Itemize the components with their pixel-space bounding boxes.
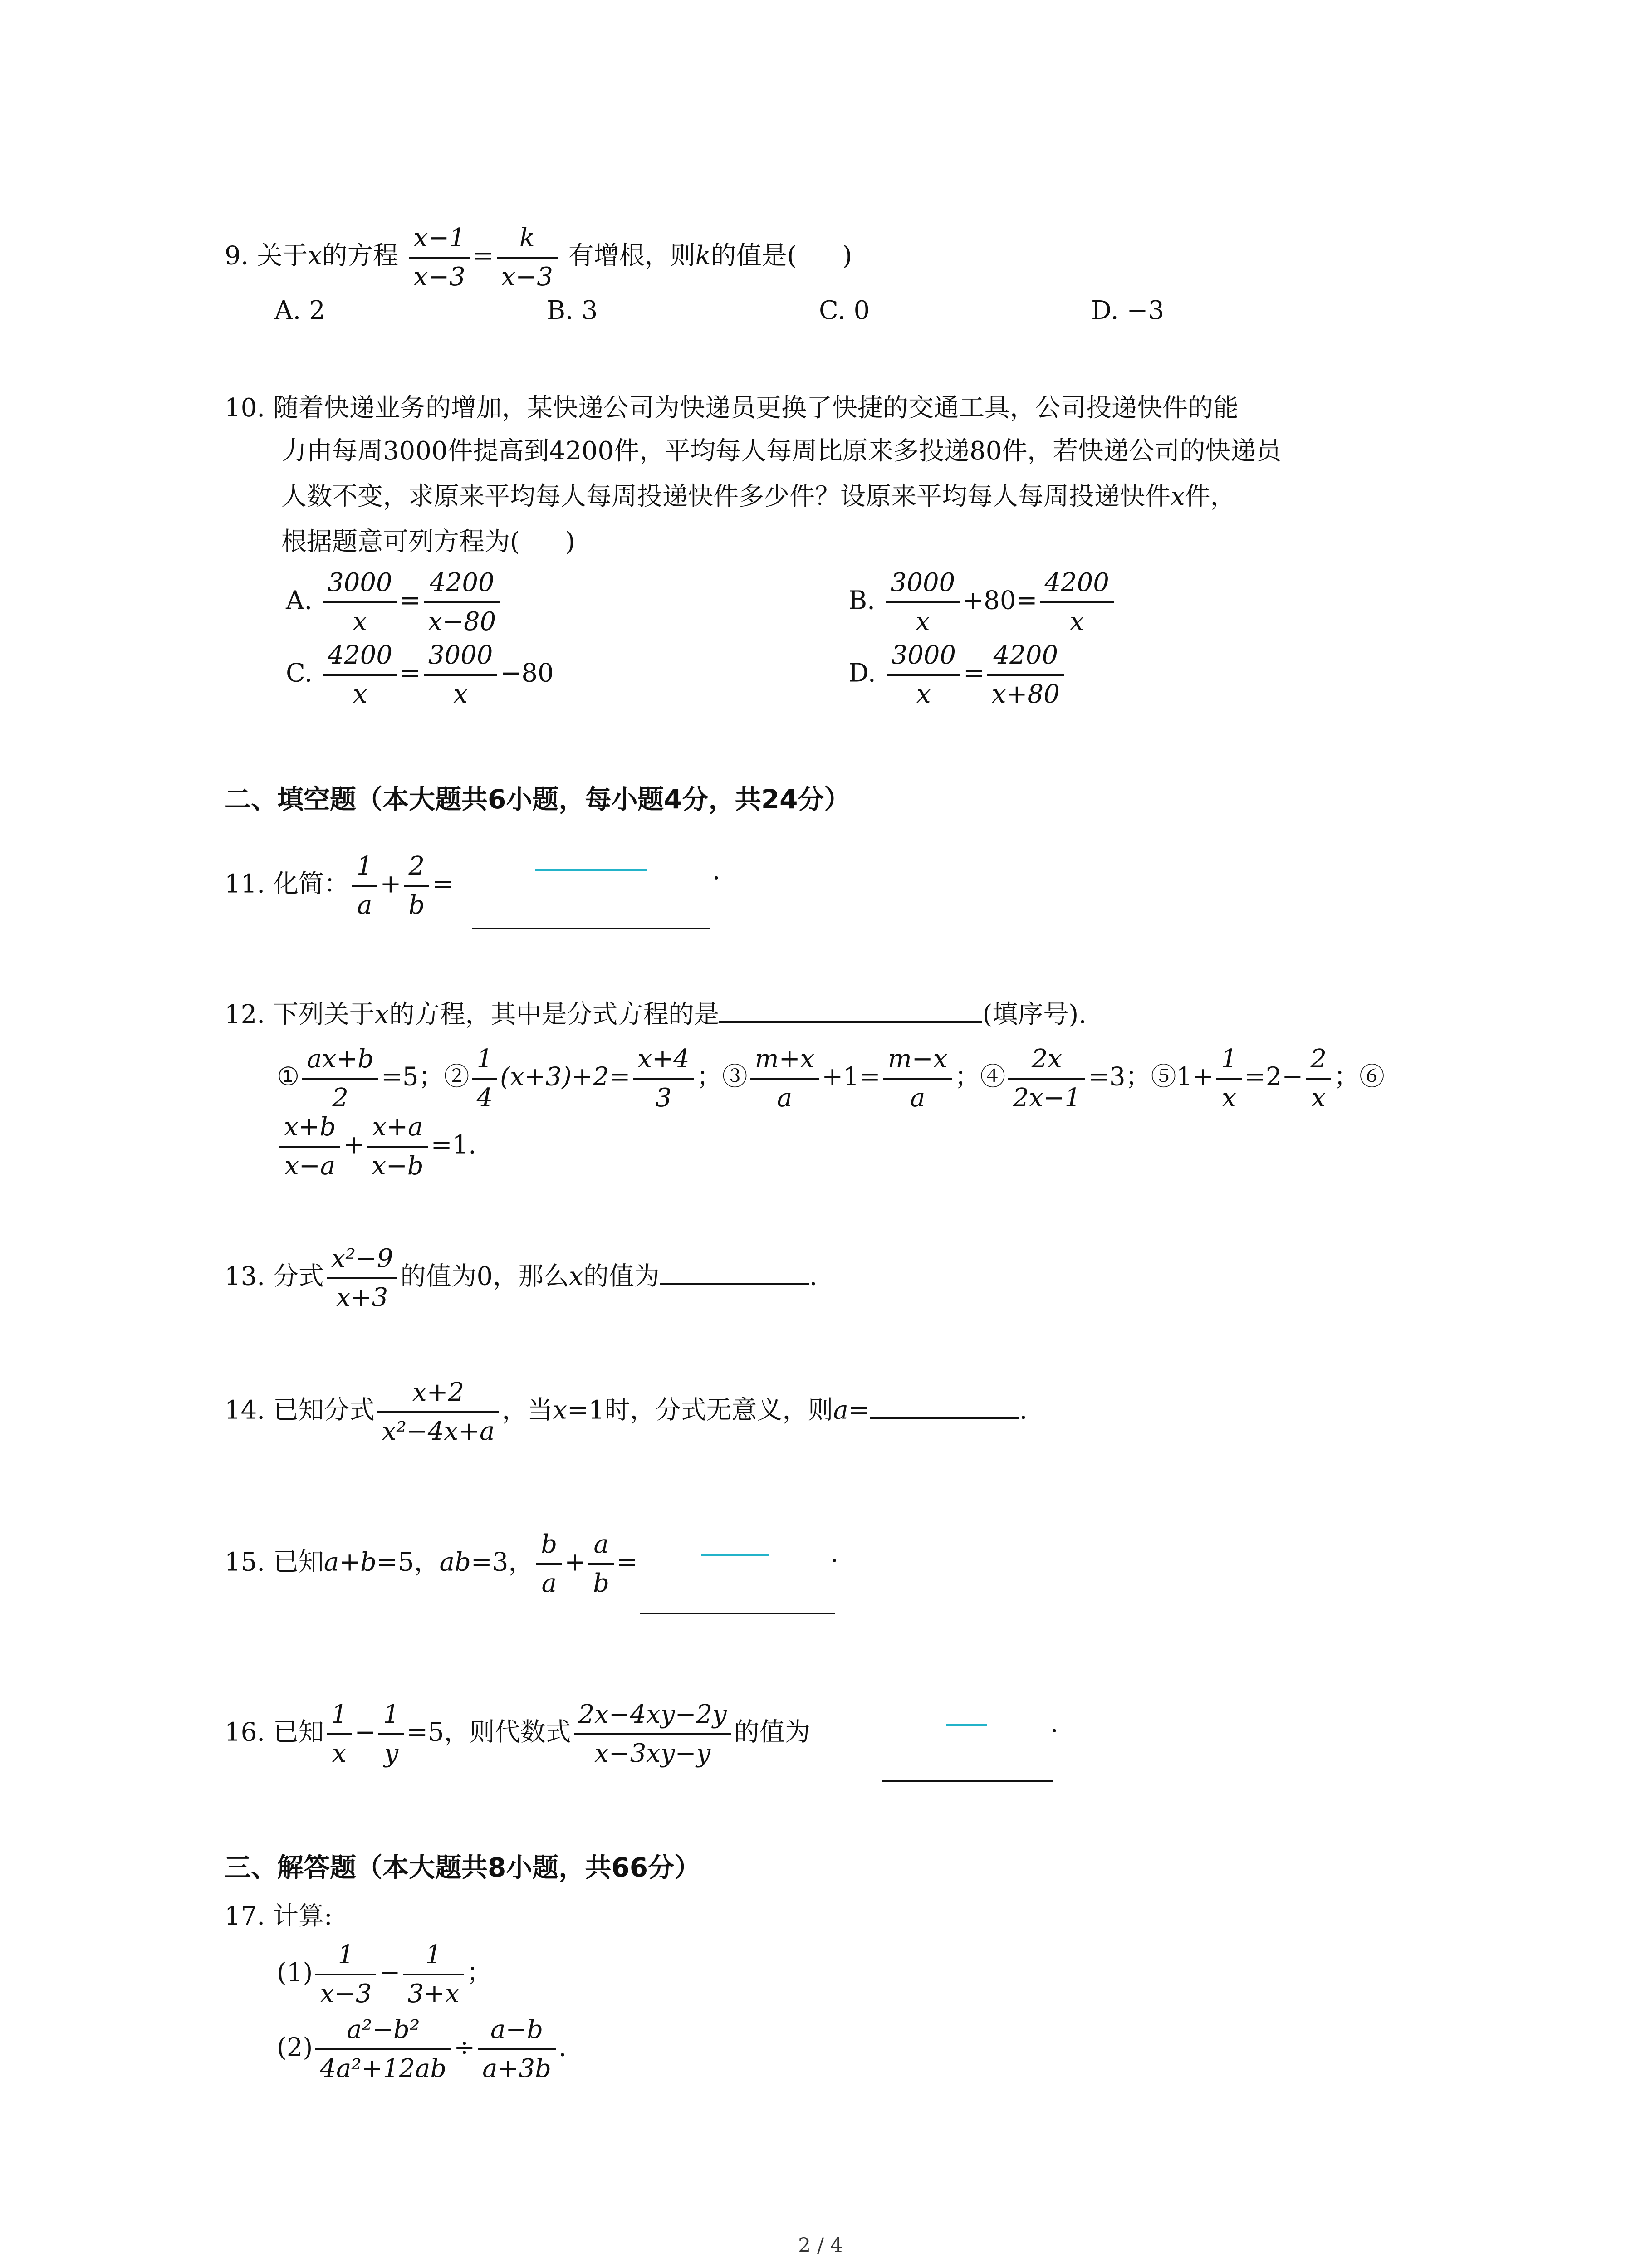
numerator: 1 bbox=[327, 1699, 352, 1735]
fraction bbox=[323, 640, 397, 710]
text: =1时，分式无意义，则 bbox=[567, 1395, 833, 1425]
text: 的值为0，那么 bbox=[400, 1261, 569, 1291]
numerator: 2x−4xy−2y bbox=[574, 1699, 731, 1735]
fraction bbox=[403, 1939, 464, 2010]
option-label: A. bbox=[274, 296, 301, 325]
denominator: x−3 bbox=[501, 262, 553, 292]
denominator: b bbox=[408, 890, 425, 920]
option-label: A. bbox=[286, 586, 313, 616]
text: ÷ bbox=[454, 2033, 475, 2063]
fraction bbox=[574, 1699, 731, 1769]
text: +80= bbox=[962, 586, 1038, 616]
text: + bbox=[380, 869, 402, 899]
text: = bbox=[399, 586, 421, 616]
question-number: 15. bbox=[225, 1547, 265, 1577]
q10-option-b[interactable] bbox=[848, 567, 1117, 638]
text: . bbox=[558, 2033, 567, 2063]
denominator: x−a bbox=[284, 1151, 336, 1181]
numerator: 1 bbox=[403, 1939, 464, 1975]
text: ① bbox=[277, 1062, 300, 1092]
text: = bbox=[399, 658, 421, 688]
text: − bbox=[354, 1717, 376, 1747]
denominator: x bbox=[332, 1739, 347, 1768]
question-12-line-2 bbox=[277, 1043, 1385, 1114]
option-label: C. bbox=[819, 296, 846, 325]
question-number: 13. bbox=[225, 1261, 265, 1291]
answer-blank[interactable] bbox=[870, 1392, 1019, 1419]
text: 的方程，其中是分式方程的是 bbox=[389, 1000, 720, 1029]
denominator: x−3xy−y bbox=[594, 1739, 711, 1768]
fraction bbox=[478, 2014, 556, 2085]
period: . bbox=[1050, 1709, 1058, 1738]
var: x bbox=[308, 241, 322, 271]
denominator: a+3b bbox=[482, 2054, 551, 2083]
question-number: 11. bbox=[225, 869, 265, 899]
text: = bbox=[963, 658, 985, 688]
text: ；④ bbox=[955, 1062, 1006, 1092]
numerator: 2 bbox=[1306, 1043, 1331, 1080]
var: x bbox=[374, 1000, 389, 1029]
section-2-heading: 二、填空题（本大题共6小题，每小题4分，共24分） bbox=[225, 784, 851, 815]
numerator: 2x bbox=[1008, 1043, 1085, 1080]
fraction bbox=[409, 222, 470, 293]
fraction bbox=[887, 640, 961, 710]
numerator: 4200 bbox=[424, 567, 501, 603]
section-3-heading: 三、解答题（本大题共8小题，共66分） bbox=[225, 1852, 701, 1883]
denominator: x−80 bbox=[428, 607, 496, 636]
text: 已知分式 bbox=[273, 1395, 375, 1425]
numerator: 1 bbox=[352, 850, 377, 887]
answer-blank[interactable] bbox=[882, 1780, 1053, 1782]
fraction bbox=[536, 1529, 562, 1599]
numerator: 2 bbox=[404, 850, 429, 887]
numerator: m−x bbox=[883, 1043, 952, 1080]
text: ；⑥ bbox=[1333, 1062, 1385, 1092]
fraction bbox=[378, 1699, 404, 1769]
period: . bbox=[830, 1539, 838, 1568]
option-label: D. bbox=[848, 658, 876, 688]
text: . bbox=[809, 1261, 818, 1291]
text: = bbox=[848, 1395, 870, 1425]
text: = bbox=[617, 1547, 638, 1577]
denominator: x bbox=[1222, 1083, 1236, 1113]
text: ；③ bbox=[696, 1062, 748, 1092]
text: 的值为 bbox=[734, 1717, 810, 1747]
text: ，当 bbox=[502, 1395, 553, 1425]
question-17-part-1 bbox=[277, 1939, 492, 2010]
question-15 bbox=[225, 1529, 638, 1599]
text: =1. bbox=[431, 1130, 476, 1160]
denominator: 4a²+12ab bbox=[320, 2054, 447, 2083]
period: . bbox=[712, 856, 720, 885]
numerator: a bbox=[588, 1529, 614, 1565]
numerator: x+2 bbox=[377, 1377, 499, 1413]
text: 下列关于 bbox=[273, 1000, 375, 1029]
q9-option-a[interactable] bbox=[274, 295, 325, 327]
denominator: x−3 bbox=[320, 1979, 372, 2009]
question-12-line-3 bbox=[277, 1111, 476, 1182]
question-10-line-1 bbox=[225, 392, 1239, 424]
answer-hint-mark bbox=[701, 1554, 769, 1556]
text: 件， bbox=[1185, 482, 1236, 511]
denominator: x+3 bbox=[336, 1283, 388, 1312]
denominator: x bbox=[916, 607, 930, 636]
question-10-line-3 bbox=[281, 481, 1236, 513]
answer-blank[interactable] bbox=[719, 996, 982, 1023]
option-label: D. bbox=[1091, 296, 1119, 325]
question-16 bbox=[225, 1699, 810, 1769]
text: +1= bbox=[822, 1062, 881, 1092]
option-label: B. bbox=[547, 296, 573, 325]
numerator: 4200 bbox=[323, 640, 397, 676]
denominator: b bbox=[593, 1569, 610, 1598]
denominator: 3 bbox=[655, 1083, 672, 1113]
denominator: x bbox=[916, 679, 931, 709]
var: a bbox=[833, 1395, 848, 1425]
fraction bbox=[633, 1043, 694, 1114]
numerator: 4200 bbox=[1040, 567, 1114, 603]
text: −80 bbox=[500, 658, 554, 688]
numerator: b bbox=[536, 1529, 562, 1565]
fraction bbox=[886, 567, 960, 638]
fraction bbox=[472, 1043, 498, 1114]
text: 关于 bbox=[257, 241, 308, 271]
fraction bbox=[315, 1939, 376, 2010]
denominator: 2x−1 bbox=[1013, 1083, 1081, 1113]
denominator: 3+x bbox=[407, 1979, 460, 2009]
question-13 bbox=[225, 1243, 818, 1314]
text: 人数不变，求原来平均每人每周投递快件多少件？设原来平均每人每周投递快件 bbox=[281, 482, 1171, 511]
numerator: x+b bbox=[279, 1111, 340, 1148]
fraction bbox=[987, 640, 1064, 710]
fraction bbox=[424, 567, 501, 638]
numerator: x−1 bbox=[409, 222, 470, 259]
question-10-line-4 bbox=[281, 526, 575, 558]
answer-blank[interactable] bbox=[660, 1258, 809, 1285]
text: − bbox=[379, 1958, 401, 1988]
numerator: x+4 bbox=[633, 1043, 694, 1080]
fraction bbox=[377, 1377, 499, 1447]
numerator: x²−9 bbox=[327, 1243, 398, 1279]
fraction bbox=[497, 222, 558, 293]
text: 的值是( bbox=[710, 241, 797, 271]
fraction bbox=[424, 640, 498, 710]
answer-blank[interactable] bbox=[640, 1613, 835, 1614]
denominator: x bbox=[1069, 607, 1084, 636]
option-value: 2 bbox=[309, 296, 325, 325]
fraction bbox=[327, 1699, 352, 1769]
answer-blank[interactable] bbox=[472, 928, 710, 929]
question-9 bbox=[225, 222, 852, 293]
page-number: 2 / 4 bbox=[798, 2234, 843, 2257]
fraction bbox=[352, 850, 377, 921]
denominator: a bbox=[357, 890, 372, 920]
denominator: x−3 bbox=[413, 262, 465, 292]
text: =5，则代数式 bbox=[407, 1717, 571, 1747]
q9-option-d[interactable] bbox=[1091, 295, 1164, 327]
option-value: −3 bbox=[1127, 296, 1165, 325]
denominator: x bbox=[353, 679, 367, 709]
denominator: x²−4x+a bbox=[382, 1417, 495, 1446]
question-17-part-2 bbox=[277, 2014, 567, 2085]
fraction bbox=[367, 1111, 428, 1182]
numerator: 3000 bbox=[424, 640, 498, 676]
question-number: 14. bbox=[225, 1395, 265, 1425]
q10-option-a[interactable] bbox=[286, 567, 503, 638]
text: = bbox=[472, 241, 494, 271]
question-number: 17. bbox=[225, 1901, 265, 1931]
text: ) bbox=[565, 527, 575, 557]
option-value: 3 bbox=[581, 296, 598, 325]
text: (填序号). bbox=[982, 1000, 1087, 1029]
numerator: ax+b bbox=[302, 1043, 378, 1080]
answer-hint-mark bbox=[946, 1724, 987, 1726]
numerator: a²−b² bbox=[315, 2014, 451, 2050]
q9-option-c[interactable] bbox=[819, 295, 870, 327]
numerator: k bbox=[497, 222, 558, 259]
expr: a+b bbox=[323, 1547, 377, 1577]
numerator: 1 bbox=[472, 1043, 498, 1080]
fraction bbox=[1040, 567, 1114, 638]
answer-hint-mark bbox=[535, 869, 647, 871]
denominator: x bbox=[353, 607, 367, 636]
text: (x+3)+2= bbox=[500, 1062, 631, 1092]
text: =2− bbox=[1244, 1062, 1303, 1092]
option-label: C. bbox=[286, 658, 313, 688]
text: + bbox=[564, 1547, 586, 1577]
var: x bbox=[569, 1261, 583, 1291]
denominator: x bbox=[1311, 1083, 1326, 1113]
question-14 bbox=[225, 1377, 1028, 1447]
fraction bbox=[279, 1111, 340, 1182]
question-17 bbox=[225, 1901, 333, 1932]
text: =5， bbox=[377, 1547, 440, 1577]
fraction bbox=[588, 1529, 614, 1599]
question-10-line-2 bbox=[281, 435, 1281, 467]
text: . bbox=[1019, 1395, 1028, 1425]
numerator: 1 bbox=[1216, 1043, 1242, 1080]
text: 有增根，则 bbox=[568, 241, 696, 271]
text: (1) bbox=[277, 1958, 313, 1988]
numerator: a−b bbox=[478, 2014, 556, 2050]
var: k bbox=[695, 241, 711, 271]
option-value: 0 bbox=[853, 296, 870, 325]
fraction bbox=[302, 1043, 378, 1114]
text: 的值为 bbox=[583, 1261, 660, 1291]
denominator: x bbox=[453, 679, 468, 709]
var: x bbox=[1171, 482, 1185, 511]
text: =5；② bbox=[381, 1062, 470, 1092]
question-number: 16. bbox=[225, 1717, 265, 1747]
text: + bbox=[343, 1130, 365, 1160]
q9-option-b[interactable] bbox=[547, 295, 598, 327]
denominator: x−b bbox=[372, 1151, 424, 1181]
text: = bbox=[432, 869, 454, 899]
q10-option-d[interactable] bbox=[848, 640, 1067, 710]
numerator: m+x bbox=[750, 1043, 819, 1080]
text: 分式 bbox=[273, 1261, 324, 1291]
question-number: 12. bbox=[225, 1000, 265, 1029]
denominator: y bbox=[384, 1739, 399, 1768]
question-number: 9. bbox=[225, 241, 249, 271]
fraction bbox=[315, 2014, 451, 2085]
denominator: 2 bbox=[332, 1083, 348, 1113]
fraction bbox=[750, 1043, 819, 1114]
text: =3；⑤1+ bbox=[1088, 1062, 1214, 1092]
text: 根据题意可列方程为( bbox=[281, 527, 520, 557]
text: 已知 bbox=[273, 1717, 324, 1747]
option-label: B. bbox=[848, 586, 875, 616]
fraction bbox=[883, 1043, 952, 1114]
text: 已知 bbox=[273, 1547, 324, 1577]
text: 随着快递业务的增加，某快递公司为快递员更换了快捷的交通工具，公司投递快件的能 bbox=[273, 393, 1239, 423]
q10-option-c[interactable] bbox=[286, 640, 554, 710]
fraction bbox=[1306, 1043, 1331, 1114]
denominator: a bbox=[777, 1083, 793, 1113]
expr: ab bbox=[439, 1547, 471, 1577]
fraction bbox=[323, 567, 397, 638]
fraction bbox=[1216, 1043, 1242, 1114]
numerator: 3000 bbox=[887, 640, 961, 676]
denominator: a bbox=[541, 1569, 557, 1598]
fraction bbox=[404, 850, 429, 921]
fraction bbox=[1008, 1043, 1085, 1114]
text: 计算: bbox=[273, 1901, 333, 1931]
text: 化简： bbox=[273, 869, 349, 899]
text: 的方程 bbox=[322, 241, 398, 271]
numerator: 3000 bbox=[886, 567, 960, 603]
question-11 bbox=[225, 850, 453, 921]
question-12-line-1 bbox=[225, 996, 1087, 1031]
numerator: 4200 bbox=[987, 640, 1064, 676]
text: 力由每周3000件提高到4200件，平均每人每周比原来多投递80件，若快递公司的快递员 bbox=[281, 436, 1282, 466]
numerator: 1 bbox=[378, 1699, 404, 1735]
denominator: a bbox=[910, 1083, 926, 1113]
fraction bbox=[327, 1243, 398, 1314]
numerator: 3000 bbox=[323, 567, 397, 603]
numerator: x+a bbox=[367, 1111, 428, 1148]
text: =3， bbox=[470, 1547, 534, 1577]
text: ； bbox=[466, 1958, 492, 1988]
numerator: 1 bbox=[315, 1939, 376, 1975]
question-number: 10. bbox=[225, 393, 265, 423]
text: (2) bbox=[277, 2033, 313, 2063]
denominator: 4 bbox=[476, 1083, 493, 1113]
text: ) bbox=[842, 241, 852, 271]
denominator: x+80 bbox=[991, 679, 1060, 709]
var: x bbox=[553, 1395, 567, 1425]
